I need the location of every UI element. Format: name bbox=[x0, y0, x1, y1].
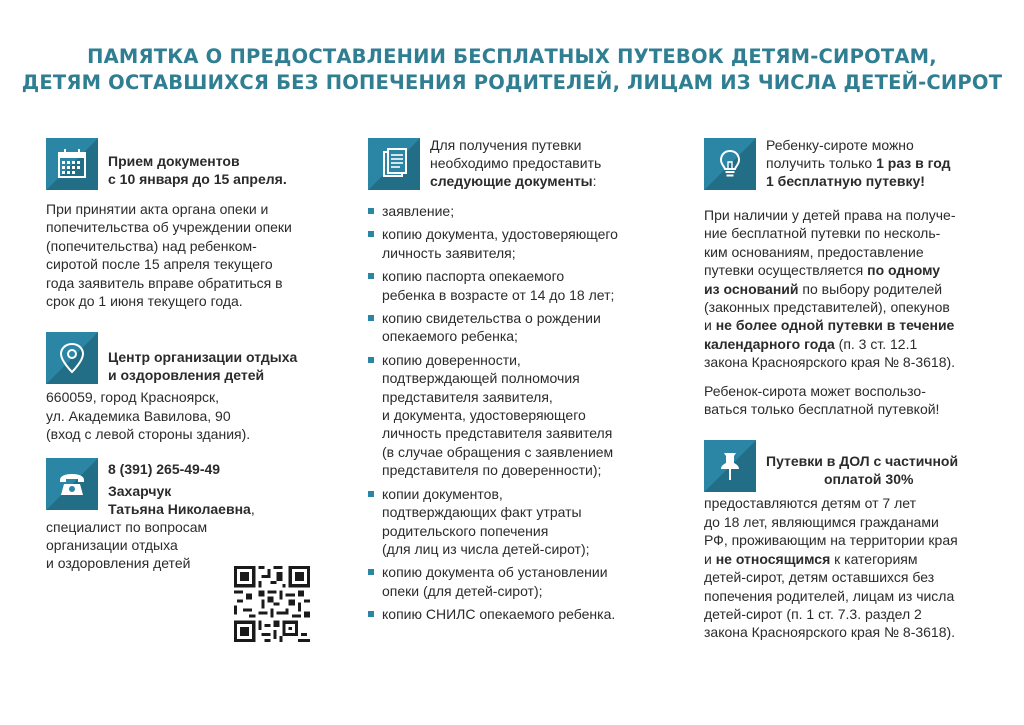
list-item-line: родительского попечения bbox=[382, 522, 549, 539]
paragraph-line: ние бесплатной путевки по несколь- bbox=[704, 225, 941, 242]
once-line-3: 1 бесплатную путевку! bbox=[766, 173, 925, 189]
list-item bbox=[368, 202, 668, 220]
paragraph-text: по выбору родителей bbox=[798, 280, 943, 297]
paragraph-text: и bbox=[704, 550, 716, 567]
paragraph-line bbox=[704, 316, 1000, 334]
documents-header bbox=[368, 130, 668, 190]
reception-body-line: срок до 1 июня текущего года. bbox=[46, 293, 243, 310]
list-item-line: ребенка в возрасте от 14 до 18 лет; bbox=[382, 286, 615, 303]
contact-header bbox=[46, 458, 336, 518]
map-pin-icon bbox=[46, 332, 98, 384]
paragraph-bold: не относящимся bbox=[715, 550, 831, 567]
reception-body-line: (попечительства) над ребенком- bbox=[46, 237, 257, 254]
once-line-2 bbox=[766, 154, 1000, 172]
page-title bbox=[0, 44, 1024, 96]
contact-name: Татьяна Николаевна bbox=[108, 500, 251, 517]
list-item-line: копию документа об установлении bbox=[382, 564, 608, 581]
reception-title bbox=[108, 130, 336, 188]
telephone-icon bbox=[46, 458, 98, 510]
list-item bbox=[368, 605, 668, 623]
paragraph-bold: календарного года bbox=[704, 335, 835, 352]
partial-title-line-2: оплатой 30% bbox=[824, 471, 914, 488]
list-item-line: копию СНИЛС опекаемого ребенка. bbox=[382, 606, 616, 623]
reception-body-line: При принятии акта органа опеки и bbox=[46, 201, 269, 217]
column-middle bbox=[368, 130, 668, 629]
list-item-line: и документа, удостоверяющего bbox=[382, 407, 586, 424]
paragraph-line bbox=[704, 335, 1000, 353]
title-line-1: ПАМЯТКА О ПРЕДОСТАВЛЕНИИ БЕСПЛАТНЫХ ПУТЕВОК ДЕТЯМ-СИРОТАМ, bbox=[87, 45, 937, 68]
paragraph-line: При наличии у детей права на получе- bbox=[704, 207, 956, 223]
list-item bbox=[368, 267, 668, 304]
role-line: и оздоровления детей bbox=[46, 555, 191, 572]
paragraph-text: путевки осуществляется bbox=[704, 262, 868, 279]
address-line: (вход с левой стороны здания). bbox=[46, 426, 251, 443]
column-right bbox=[704, 130, 1000, 642]
documents-intro-line-1: Для получения путевки bbox=[430, 137, 582, 153]
once-line-1: Ребенку-сироте можно bbox=[766, 137, 914, 153]
reception-body bbox=[46, 200, 336, 310]
calendar-icon bbox=[46, 138, 98, 190]
documents-intro bbox=[430, 130, 668, 190]
paragraph-line: закона Красноярского края № 8-3618). bbox=[704, 624, 956, 641]
qr-code-icon[interactable] bbox=[234, 566, 310, 642]
list-item-line: копию паспорта опекаемого bbox=[382, 268, 565, 285]
paragraph-line: детей-сирот, детям оставшихся без bbox=[704, 569, 935, 586]
list-item-line: копию свидетельства о рождении bbox=[382, 310, 601, 327]
paragraph-line: ким основаниям, предоставление bbox=[704, 243, 924, 260]
title-line-2: ДЕТЯМ ОСТАВШИХСЯ БЕЗ ПОПЕЧЕНИЯ РОДИТЕЛЕЙ, ЛИЦАМ ИЗ ЧИСЛА ДЕТЕЙ-СИРОТ bbox=[21, 71, 1003, 94]
column-left bbox=[46, 130, 336, 573]
list-item-line: личность заявителя; bbox=[382, 244, 516, 261]
list-item bbox=[368, 563, 668, 600]
list-item-line: (в случае обращения с заявлением bbox=[382, 443, 614, 460]
role-line: специалист по вопросам bbox=[46, 518, 208, 535]
list-item-line: представителя по доверенности); bbox=[382, 462, 602, 479]
list-item-line: представителя заявителя, bbox=[382, 388, 553, 405]
center-header bbox=[46, 332, 336, 386]
list-item-line: подтверждающих факт утраты bbox=[382, 504, 582, 521]
paragraph-text: к категориям bbox=[830, 550, 918, 567]
contact-surname: Захарчук bbox=[108, 482, 172, 499]
documents-list bbox=[368, 202, 668, 624]
paragraph-line bbox=[704, 280, 1000, 298]
paragraph-line: детей-сирот (п. 1 ст. 7.3. раздел 2 bbox=[704, 605, 922, 622]
list-item-line: копию доверенности, bbox=[382, 351, 521, 368]
role-line: организации отдыха bbox=[46, 537, 178, 554]
paragraph-bold: из оснований bbox=[704, 280, 799, 297]
paragraph-bold: не более одной путевки в течение bbox=[715, 317, 955, 334]
paragraph-text: и bbox=[704, 317, 716, 334]
list-item bbox=[368, 309, 668, 346]
pushpin-icon bbox=[704, 440, 756, 492]
list-item-line: опекаемого ребенка; bbox=[382, 328, 518, 345]
paragraph-line: Ребенок-сирота может воспользо- bbox=[704, 382, 926, 399]
paragraph-line: РФ, проживающим на территории края bbox=[704, 532, 958, 549]
reception-header bbox=[46, 130, 336, 188]
paragraph-line: попечения родителей, лицам из числа bbox=[704, 587, 955, 604]
documents-intro-colon: : bbox=[592, 173, 597, 189]
list-item bbox=[368, 485, 668, 559]
contact-name-line bbox=[108, 500, 336, 518]
center-title-line-2: и оздоровления детей bbox=[108, 367, 265, 384]
paragraph-line: закона Красноярского края № 8-3618). bbox=[704, 354, 956, 371]
list-item-line: личность представителя заявителя bbox=[382, 425, 613, 442]
list-item-line: подтверждающей полномочия bbox=[382, 370, 580, 387]
paragraph-line: (законных представителей), опекунов bbox=[704, 299, 950, 316]
list-item-line: копию документа, удостоверяющего bbox=[382, 226, 618, 243]
once-line-2-text: получить только bbox=[766, 155, 877, 171]
reception-title-line-1: Прием документов bbox=[108, 153, 240, 169]
paragraph-text: (п. 3 ст. 12.1 bbox=[834, 335, 918, 352]
orphan-paragraph bbox=[704, 382, 1000, 419]
reception-body-line: попечительства об учреждении опеки bbox=[46, 219, 292, 236]
list-item-line: (для лиц из числа детей-сирот); bbox=[382, 540, 590, 557]
list-item bbox=[368, 225, 668, 262]
contact-phone[interactable]: 8 (391) 265-49-49 bbox=[108, 460, 221, 477]
reception-title-line-2: с 10 января до 15 апреля. bbox=[108, 171, 287, 187]
contact-info bbox=[108, 458, 336, 518]
once-text bbox=[766, 130, 1000, 190]
paragraph-line bbox=[704, 261, 1000, 279]
documents-intro-line-2: необходимо предоставить bbox=[430, 155, 602, 171]
center-address bbox=[46, 388, 336, 443]
paragraph-bold: по одному bbox=[867, 262, 941, 279]
address-line: ул. Академика Вавилова, 90 bbox=[46, 407, 231, 424]
reception-body-line: сиротой после 15 апреля текущего bbox=[46, 256, 273, 273]
partial-header bbox=[704, 440, 1000, 494]
partial-body bbox=[704, 494, 1000, 641]
paragraph-line: до 18 лет, являющимся гражданами bbox=[704, 513, 939, 530]
center-title bbox=[108, 332, 336, 384]
list-item bbox=[368, 351, 668, 480]
lightbulb-icon bbox=[704, 138, 756, 190]
paragraph-line: ваться только бесплатной путевкой! bbox=[704, 401, 940, 418]
once-line-2-bold: 1 раз в год bbox=[876, 155, 951, 171]
rights-paragraph bbox=[704, 206, 1000, 372]
address-line: 660059, город Красноярск, bbox=[46, 389, 220, 406]
contact-comma: , bbox=[250, 500, 255, 517]
paragraph-line: предоставляются детям от 7 лет bbox=[704, 495, 916, 512]
partial-title-line-1: Путевки в ДОЛ с частичной bbox=[766, 453, 959, 470]
list-item-line: опеки (для детей-сирот); bbox=[382, 582, 543, 599]
list-item-line: заявление; bbox=[382, 203, 455, 219]
document-icon bbox=[368, 138, 420, 190]
contact-role bbox=[46, 518, 336, 573]
center-title-line-1: Центр организации отдыха bbox=[108, 349, 298, 366]
documents-intro-bold: следующие документы bbox=[430, 173, 593, 189]
partial-title bbox=[766, 440, 1000, 488]
reception-body-line: года заявитель вправе обратиться в bbox=[46, 274, 283, 291]
list-item-line: копии документов, bbox=[382, 485, 503, 502]
once-header bbox=[704, 130, 1000, 190]
paragraph-line bbox=[704, 550, 1000, 568]
documents-intro-line-3 bbox=[430, 172, 668, 190]
